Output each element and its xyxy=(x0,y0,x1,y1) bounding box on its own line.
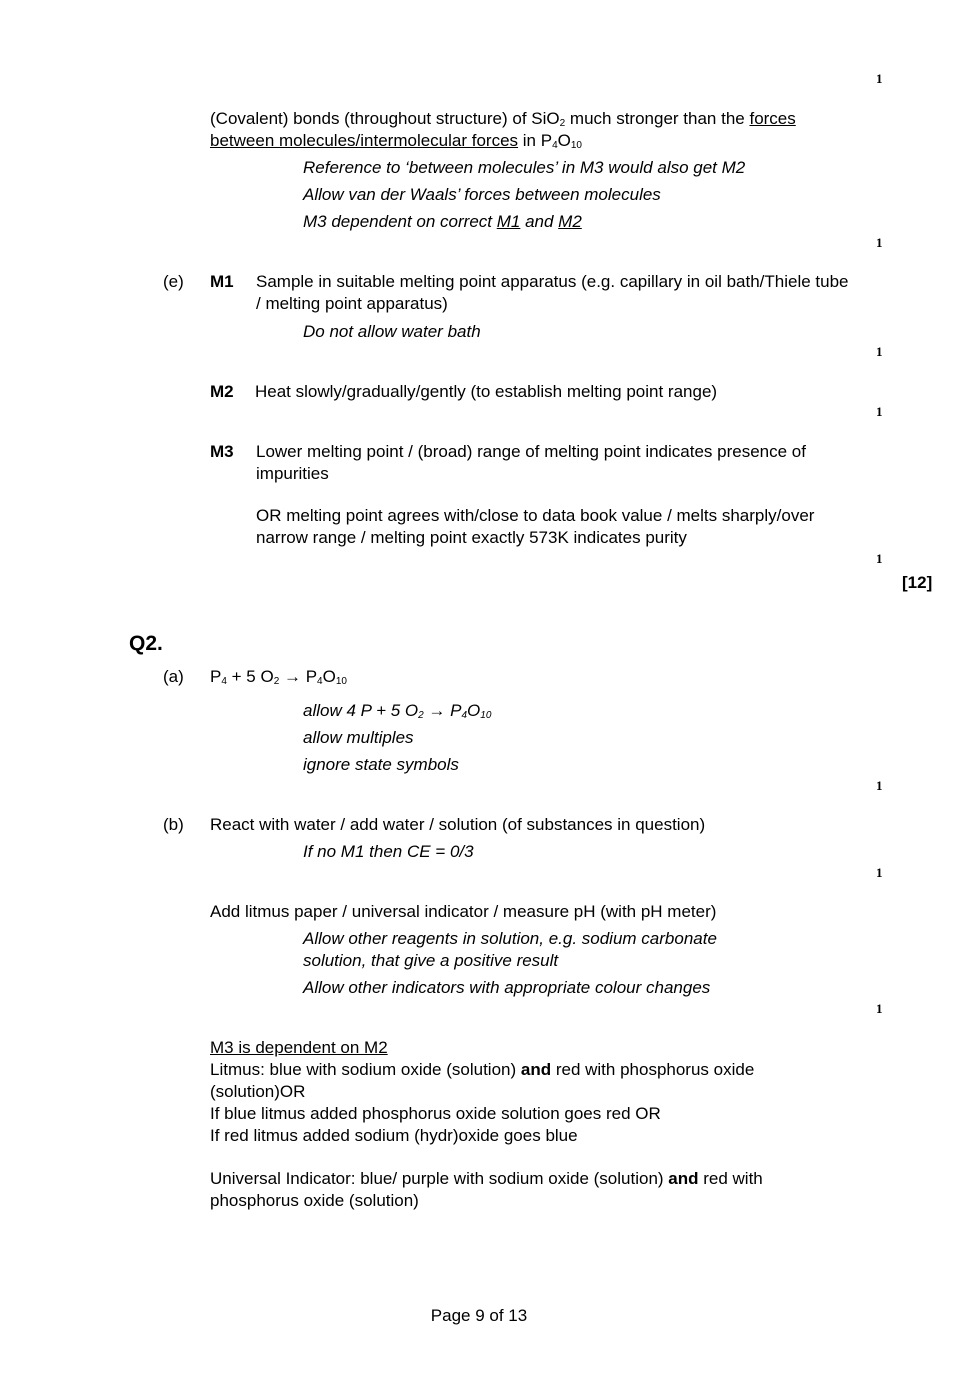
m1-tag: M1 xyxy=(210,272,234,291)
m2-answer: Heat slowly/gradually/gently (to establish melting point range) xyxy=(255,382,718,401)
m1-answer: Sample in suitable melting point apparatus (e.g. capillary in oil bath/Thiele tube / melting point apparatus) xyxy=(256,272,849,313)
guidance-note: Reference to ‘between molecules’ in M3 would also get M2 xyxy=(303,158,746,177)
equation: $P_4 + 5$ $O_2 \to P_4O_{10}$ xyxy=(210,667,347,687)
question-total: [12] xyxy=(902,573,933,592)
answer-covalent-bonds: (Covalent) bonds (throughout structure) of SiO$_2$ much stronger than the forces between molecules/intermolecular forces in $P_4O_{10}$ xyxy=(210,109,796,151)
guidance-note: allow multiples xyxy=(303,728,414,747)
mark-value: 1 xyxy=(876,235,883,250)
guidance-note: M3 dependent on correct M1 and M2 xyxy=(303,212,582,231)
part-label-a: (a) xyxy=(163,667,184,686)
part-label-e: (e) xyxy=(163,272,184,291)
mark-value: 1 xyxy=(876,778,883,793)
mark-value: 1 xyxy=(876,551,883,566)
m3-answer: M3 is dependent on M2 Litmus: blue with sodium oxide (solution) and red with phosphorus oxide (solution)OR If blue litmus added phosphorus oxide solution goes red OR If red litmus added sodium (hydr)oxide goes blue xyxy=(210,1038,755,1145)
guidance-note: allow 4 P + 5 $O_2 \to P_4O_{10}$ xyxy=(303,701,492,721)
mark-value: 1 xyxy=(876,865,883,880)
mark-value: 1 xyxy=(876,1001,883,1016)
m3-tag: M3 xyxy=(210,442,234,461)
guidance-note: Allow other indicators with appropriate colour changes xyxy=(303,978,711,997)
m2-answer: Add litmus paper / universal indicator / measure pH (with pH meter) xyxy=(210,902,717,921)
mark-value: 1 xyxy=(876,344,883,359)
m2-tag: M2 xyxy=(210,382,234,401)
m3-answer: Lower melting point / (broad) range of melting point indicates presence of impurities xyxy=(256,442,806,483)
m3-alternative: OR melting point agrees with/close to data book value / melts sharply/over narrow range / melting point exactly 573K indicates purity xyxy=(256,506,815,547)
mark-value: 1 xyxy=(876,404,883,419)
guidance-note: Do not allow water bath xyxy=(303,322,481,341)
guidance-note: ignore state symbols xyxy=(303,755,459,774)
guidance-note: If no M1 then CE = 0/3 xyxy=(303,842,474,861)
guidance-note: Allow other reagents in solution, e.g. sodium carbonate solution, that give a positive result xyxy=(303,929,717,970)
m3-universal-indicator: Universal Indicator: blue/ purple with sodium oxide (solution) and red with phosphorus oxide (solution) xyxy=(210,1169,763,1210)
question-heading: Q2. xyxy=(129,632,163,655)
part-label-b: (b) xyxy=(163,815,184,834)
guidance-note: Allow van der Waals’ forces between molecules xyxy=(303,185,661,204)
page-footer: Page 9 of 13 xyxy=(430,1306,528,1325)
mark-value: 1 xyxy=(876,71,883,86)
m1-answer: React with water / add water / solution (of substances in question) xyxy=(210,815,706,834)
